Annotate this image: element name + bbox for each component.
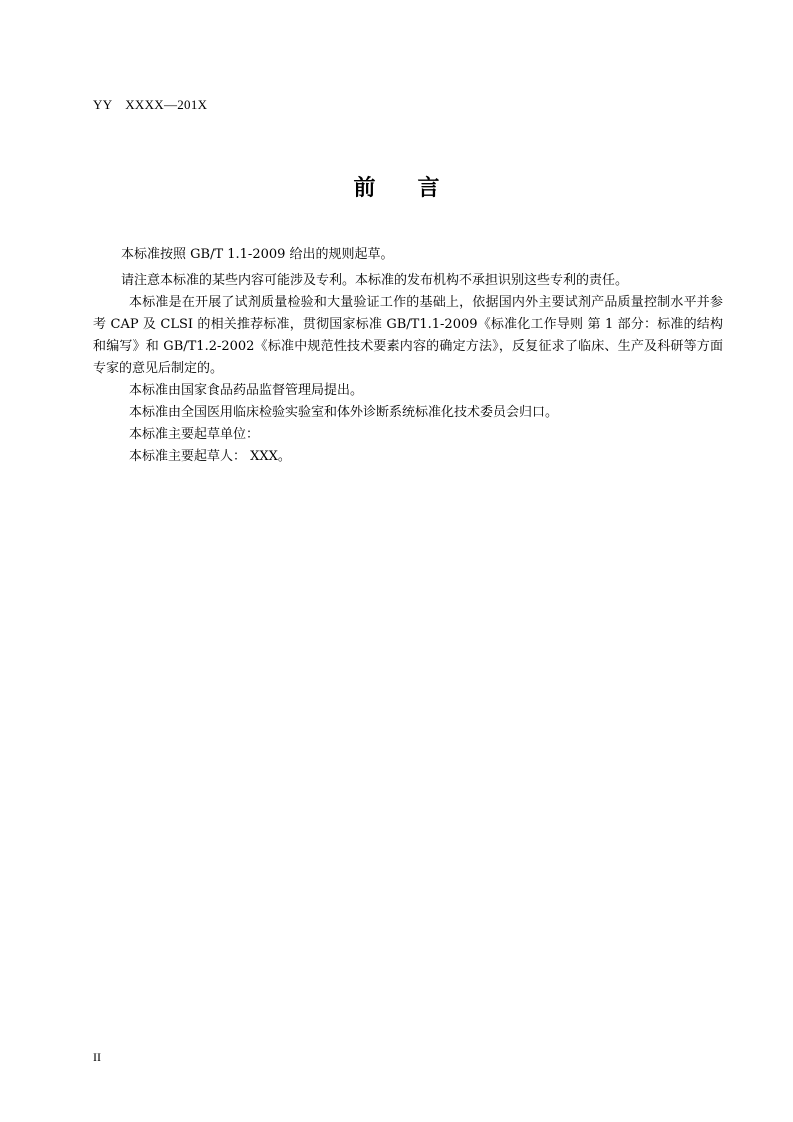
title-char-2: 言 [417, 176, 440, 201]
page-number: II [93, 1050, 101, 1064]
paragraph-drafters: 本标准主要起草人： XXX。 [129, 449, 291, 464]
paragraph-drafting-rules: 本标准按照 GB/T 1.1-2009 给出的规则起草。 [121, 247, 394, 262]
document-code: YY XXXX—201X [93, 97, 208, 112]
paragraph-drafting-units: 本标准主要起草单位： [129, 427, 260, 442]
page-title [0, 171, 793, 202]
paragraph-committee: 本标准由全国医用临床检验实验室和体外诊断系统标准化技术委员会归口。 [129, 405, 559, 420]
foreword-body [93, 244, 723, 468]
paragraph-patent-notice: 请注意本标准的某些内容可能涉及专利。本标准的发布机构不承担识别这些专利的责任。 [121, 273, 629, 288]
title-char-1: 前 [353, 176, 376, 201]
paragraph-basis: 本标准是在开展了试剂质量检验和大量验证工作的基础上，依据国内外主要试剂产品质量控制水平并参考 CAP 及 CLSI 的相关推荐标准，贯彻国家标准 GB/T1.1-2009《标准化工作导则 第 1 部分：标准的结构和编写》和 GB/T1.2-2002《标准中规范性技术要素内容的确定方法》，反复征求了临床、生产及科研等方面专家的意见后制定的。 [93, 295, 723, 376]
paragraph-proposer: 本标准由国家食品药品监督管理局提出。 [129, 383, 364, 398]
